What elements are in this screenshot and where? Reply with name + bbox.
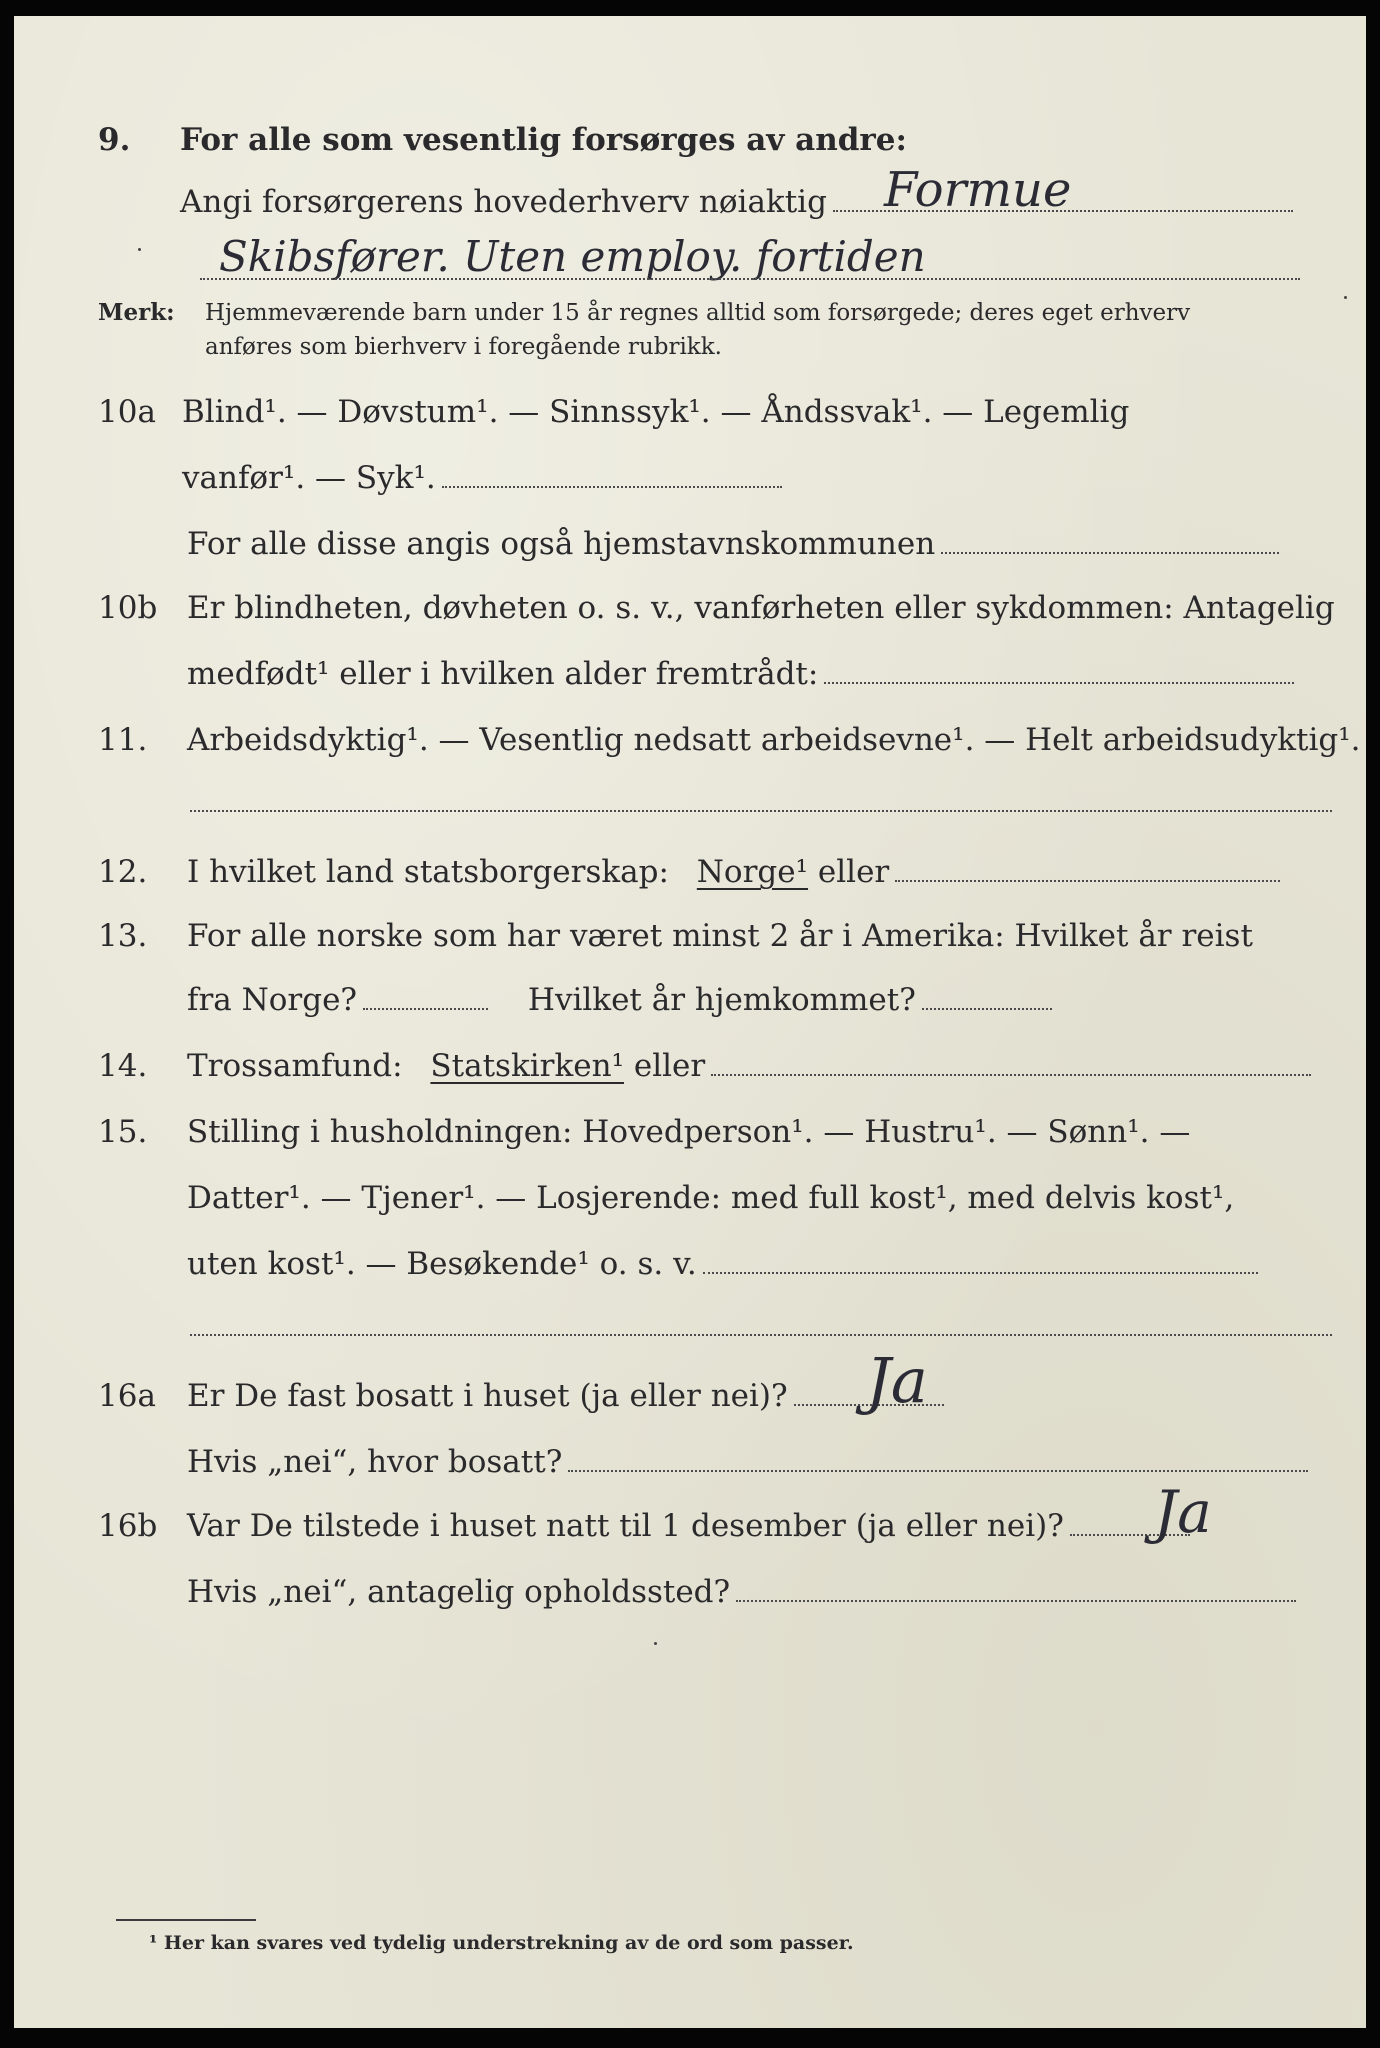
q9-prompt: Angi forsørgerens hovederhverv nøiaktig: [180, 184, 827, 220]
q16a-line-1: Er De fast bosatt i huset (ja eller nei)?: [187, 1378, 788, 1414]
q15-row-2: [14, 1170, 1366, 1226]
merk-line-2: anføres som bierhverv i foregående rubrikk.: [205, 334, 722, 360]
q10b-answer-line[interactable]: [824, 680, 1294, 684]
q13-line-1: For alle norske som har været minst 2 år i Amerika: Hvilket år reist: [187, 918, 1253, 954]
q9-title: For alle som vesentlig forsørges av andre:: [180, 122, 907, 158]
q14-number: 14.: [98, 1048, 148, 1084]
q13-hjemkommet-answer-line[interactable]: [922, 1006, 1052, 1010]
q13-reist-answer-line[interactable]: [363, 1006, 488, 1010]
q10b-line-1: Er blindheten, døvheten o. s. v., vanførheten eller sykdommen: Antagelig: [187, 590, 1335, 626]
q13-row-1: [14, 908, 1366, 964]
q10a-row-1: [14, 384, 1366, 440]
q12-row: [14, 844, 1366, 900]
q16a-row-1: [14, 1368, 1366, 1424]
q10a-hjemstavn-line[interactable]: [941, 550, 1279, 554]
q16b-line-2: Hvis „nei“, antagelig opholdssted?: [187, 1574, 731, 1610]
q9-handwritten-answer-2: Skibsfører. Uten employ. fortiden: [219, 232, 926, 281]
q10b-row-2: [14, 646, 1366, 702]
q12-suffix: eller: [817, 854, 890, 890]
q10b-line-2: medfødt¹ eller i hvilken alder fremtrådt:: [187, 656, 819, 692]
q13-line-2a: fra Norge?: [187, 982, 358, 1018]
form-page: [14, 16, 1366, 2028]
q14-suffix: eller: [633, 1048, 706, 1084]
q14-row: [14, 1038, 1366, 1094]
q15-answer-line[interactable]: [703, 1270, 1258, 1274]
q9-handwritten-answer-1: Formue: [884, 162, 1072, 218]
q12-prefix: I hvilket land statsborgerskap:: [187, 854, 669, 890]
ink-speck: [654, 1642, 657, 1645]
q16b-opholdssted-answer-line[interactable]: [736, 1598, 1296, 1602]
q16a-bosatt-answer-line[interactable]: [568, 1468, 1308, 1472]
merk-label: Merk:: [98, 299, 175, 326]
q16b-row-2: [14, 1564, 1366, 1620]
q12-answer-line[interactable]: [895, 878, 1280, 882]
q13-number: 13.: [98, 918, 148, 954]
q10a-row-2: [14, 450, 1366, 506]
q10a-number: 10a: [98, 394, 156, 430]
footnote-rule: [116, 1919, 256, 1921]
q15-row-3: [14, 1236, 1366, 1292]
q10a-row-3: [14, 516, 1366, 572]
q12-option-norge[interactable]: Norge¹: [696, 854, 809, 890]
ink-speck: [138, 248, 141, 251]
q9-title-row: [14, 112, 1366, 168]
q16b-number: 16b: [98, 1508, 158, 1544]
q14-prefix: Trossamfund:: [187, 1048, 403, 1084]
q14-option-statskirken[interactable]: Statskirken¹: [430, 1048, 624, 1084]
q16b-line-1: Var De tilstede i huset natt til 1 desember (ja eller nei)?: [187, 1508, 1064, 1544]
footnote: ¹ Her kan svares ved tydelig understrekning av de ord som passer.: [149, 1932, 854, 1954]
merk-line-1: Hjemmeværende barn under 15 år regnes alltid som forsørgede; deres eget erhverv: [205, 300, 1191, 326]
q11-line-1: Arbeidsdyktig¹. — Vesentlig nedsatt arbeidsevne¹. — Helt arbeidsudyktig¹.: [187, 722, 1361, 758]
q15-row-1: [14, 1104, 1366, 1160]
q12-number: 12.: [98, 854, 148, 890]
q10a-line-1: Blind¹. — Døvstum¹. — Sinnssyk¹. — Åndssvak¹. — Legemlig: [182, 394, 1130, 430]
ink-speck: [1344, 296, 1347, 299]
q15-line-1: Stilling i husholdningen: Hovedperson¹. — Hustru¹. — Sønn¹. —: [187, 1114, 1191, 1150]
q10a-line-3: For alle disse angis også hjemstavnskommunen: [187, 526, 936, 562]
q15-answer-line-2[interactable]: [190, 1334, 1332, 1336]
q11-number: 11.: [98, 722, 148, 758]
q10b-row-1: [14, 580, 1366, 636]
q11-answer-line[interactable]: [190, 810, 1332, 812]
q9-prompt-row: [14, 174, 1366, 230]
q16a-line-2: Hvis „nei“, hvor bosatt?: [187, 1444, 563, 1480]
q10a-answer-line[interactable]: [442, 484, 782, 488]
q13-row-2: [14, 972, 1366, 1028]
q9-answer-line-2[interactable]: [200, 278, 1300, 280]
q10b-number: 10b: [98, 590, 158, 626]
merk-note: [98, 296, 1191, 330]
q16b-handwritten-answer: Ja: [1154, 1478, 1212, 1546]
q16a-handwritten-answer: Ja: [866, 1344, 928, 1417]
q15-line-3: uten kost¹. — Besøkende¹ o. s. v.: [187, 1246, 697, 1282]
q9-number: 9.: [98, 122, 131, 158]
q14-answer-line[interactable]: [711, 1072, 1311, 1076]
q15-line-2: Datter¹. — Tjener¹. — Losjerende: med full kost¹, med delvis kost¹,: [187, 1180, 1235, 1216]
q16a-number: 16a: [98, 1378, 156, 1414]
q11-row: [14, 712, 1366, 768]
q10a-line-2: vanfør¹. — Syk¹.: [182, 460, 436, 496]
q15-number: 15.: [98, 1114, 148, 1150]
q13-line-2b: Hvilket år hjemkommet?: [527, 982, 916, 1018]
